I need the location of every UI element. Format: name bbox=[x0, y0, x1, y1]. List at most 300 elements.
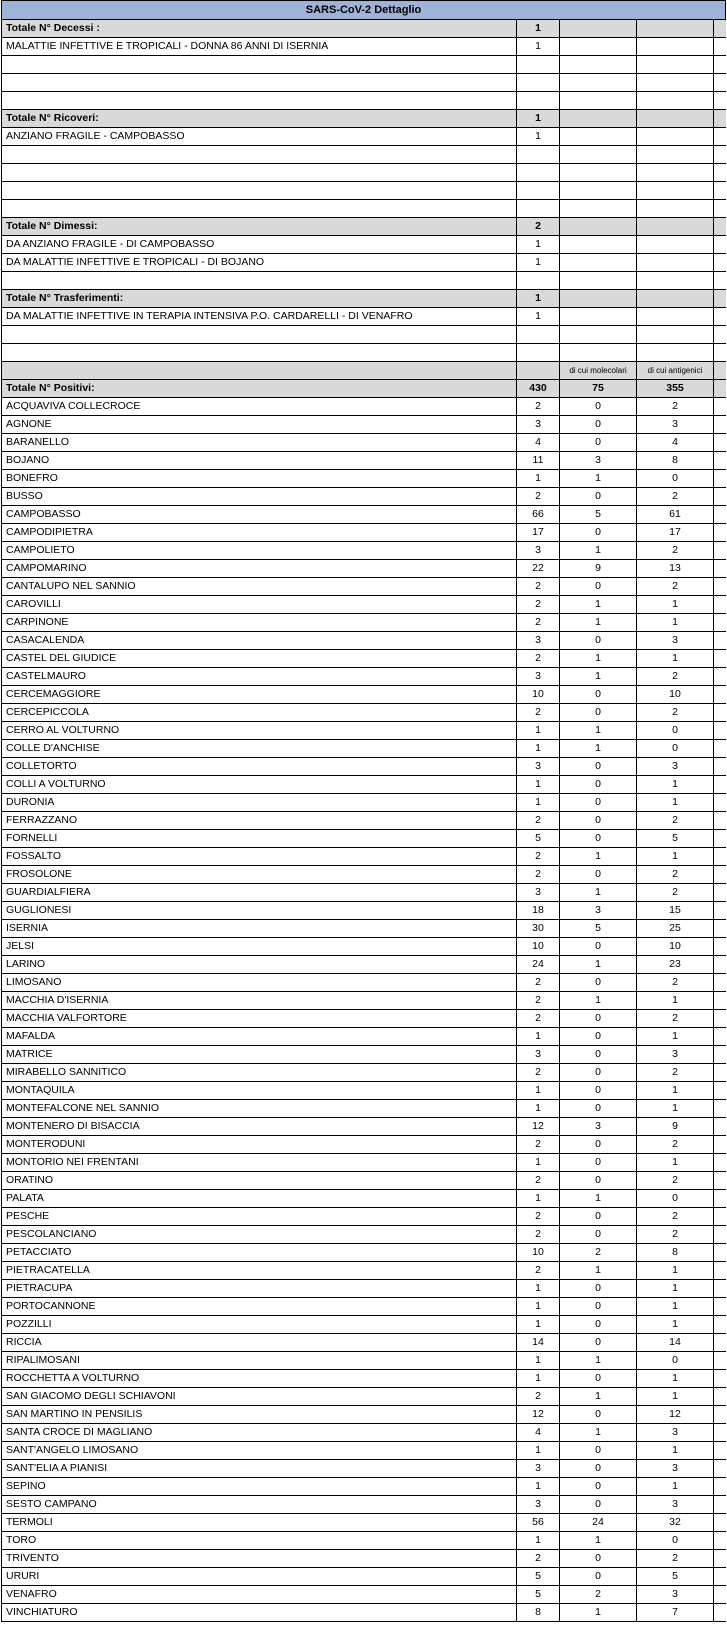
municipality-total: 1 bbox=[517, 1154, 560, 1172]
municipality-total: 10 bbox=[517, 686, 560, 704]
municipality-antigenici: 1 bbox=[637, 1100, 714, 1118]
empty-cell bbox=[714, 1262, 726, 1280]
municipality-antigenici: 7 bbox=[637, 1604, 714, 1622]
municipality-total: 2 bbox=[517, 650, 560, 668]
municipality-name: CAMPOLIETO bbox=[2, 542, 517, 560]
municipality-row bbox=[2, 1586, 726, 1604]
blank-cell bbox=[517, 326, 560, 344]
municipality-row bbox=[2, 1262, 726, 1280]
empty-cell bbox=[714, 1226, 726, 1244]
municipality-antigenici: 1 bbox=[637, 794, 714, 812]
blank-cell bbox=[517, 344, 560, 362]
municipality-total: 24 bbox=[517, 956, 560, 974]
municipality-name: MONTENERO DI BISACCIA bbox=[2, 1118, 517, 1136]
municipality-name: VINCHIATURO bbox=[2, 1604, 517, 1622]
municipality-name: MACCHIA D'ISERNIA bbox=[2, 992, 517, 1010]
municipality-row bbox=[2, 758, 726, 776]
empty-cell bbox=[714, 1298, 726, 1316]
municipality-total: 3 bbox=[517, 884, 560, 902]
empty-cell bbox=[714, 1010, 726, 1028]
empty-cell bbox=[637, 308, 714, 326]
municipality-total: 3 bbox=[517, 1496, 560, 1514]
blank-cell bbox=[714, 272, 726, 290]
municipality-molecolari: 1 bbox=[560, 596, 637, 614]
municipality-row bbox=[2, 1478, 726, 1496]
municipality-antigenici: 14 bbox=[637, 1334, 714, 1352]
ricoveri-header-row bbox=[2, 110, 726, 128]
municipality-antigenici: 3 bbox=[637, 1046, 714, 1064]
blank-cell bbox=[560, 56, 637, 74]
blank-cell bbox=[637, 74, 714, 92]
ricoveri-label: Totale N° Ricoveri: bbox=[2, 110, 517, 128]
blank-cell bbox=[560, 164, 637, 182]
municipality-row bbox=[2, 1100, 726, 1118]
municipality-total: 1 bbox=[517, 1478, 560, 1496]
empty-cell bbox=[714, 1280, 726, 1298]
municipality-antigenici: 1 bbox=[637, 596, 714, 614]
empty-cell bbox=[714, 1406, 726, 1424]
blank-cell bbox=[2, 200, 517, 218]
blank-cell bbox=[2, 326, 517, 344]
municipality-name: TRIVENTO bbox=[2, 1550, 517, 1568]
empty-cell bbox=[714, 884, 726, 902]
municipality-total: 5 bbox=[517, 1568, 560, 1586]
blank-row bbox=[2, 200, 726, 218]
municipality-name: MACCHIA VALFORTORE bbox=[2, 1010, 517, 1028]
municipality-row bbox=[2, 1172, 726, 1190]
municipality-antigenici: 2 bbox=[637, 974, 714, 992]
municipality-total: 3 bbox=[517, 1046, 560, 1064]
municipality-molecolari: 0 bbox=[560, 1208, 637, 1226]
blank-cell bbox=[637, 344, 714, 362]
empty-cell bbox=[560, 290, 637, 308]
municipality-antigenici: 2 bbox=[637, 1010, 714, 1028]
blank-cell bbox=[560, 272, 637, 290]
municipality-name: VENAFRO bbox=[2, 1586, 517, 1604]
ricoveri-total: 1 bbox=[517, 110, 560, 128]
municipality-name: URURI bbox=[2, 1568, 517, 1586]
municipality-molecolari: 0 bbox=[560, 830, 637, 848]
municipality-antigenici: 23 bbox=[637, 956, 714, 974]
empty-cell bbox=[714, 956, 726, 974]
municipality-molecolari: 0 bbox=[560, 1316, 637, 1334]
municipality-total: 1 bbox=[517, 470, 560, 488]
municipality-molecolari: 1 bbox=[560, 722, 637, 740]
municipality-total: 2 bbox=[517, 992, 560, 1010]
municipality-row bbox=[2, 506, 726, 524]
municipality-total: 1 bbox=[517, 1298, 560, 1316]
blank-cell bbox=[517, 164, 560, 182]
municipality-row bbox=[2, 668, 726, 686]
municipality-name: TORO bbox=[2, 1532, 517, 1550]
municipality-name: PETACCIATO bbox=[2, 1244, 517, 1262]
blank-row bbox=[2, 56, 726, 74]
empty-cell bbox=[714, 38, 726, 56]
municipality-molecolari: 0 bbox=[560, 1334, 637, 1352]
municipality-row bbox=[2, 1244, 726, 1262]
empty-cell bbox=[714, 452, 726, 470]
empty-cell bbox=[714, 1532, 726, 1550]
blank-cell bbox=[714, 92, 726, 110]
municipality-molecolari: 1 bbox=[560, 1424, 637, 1442]
municipality-antigenici: 8 bbox=[637, 452, 714, 470]
municipality-molecolari: 1 bbox=[560, 1190, 637, 1208]
municipality-name: SESTO CAMPANO bbox=[2, 1496, 517, 1514]
municipality-row bbox=[2, 1316, 726, 1334]
municipality-antigenici: 2 bbox=[637, 1208, 714, 1226]
empty-cell bbox=[714, 1154, 726, 1172]
empty-cell bbox=[714, 398, 726, 416]
municipality-row bbox=[2, 1406, 726, 1424]
municipality-antigenici: 2 bbox=[637, 1550, 714, 1568]
municipality-row bbox=[2, 524, 726, 542]
empty-cell bbox=[714, 1082, 726, 1100]
dimessi-item-row bbox=[2, 254, 726, 272]
blank-cell bbox=[637, 92, 714, 110]
ricoveri-item-name: ANZIANO FRAGILE - CAMPOBASSO bbox=[2, 128, 517, 146]
municipality-total: 2 bbox=[517, 1262, 560, 1280]
municipality-total: 3 bbox=[517, 668, 560, 686]
municipality-molecolari: 5 bbox=[560, 920, 637, 938]
empty-cell bbox=[714, 1460, 726, 1478]
municipality-antigenici: 3 bbox=[637, 1460, 714, 1478]
municipality-row bbox=[2, 1352, 726, 1370]
blank-row bbox=[2, 146, 726, 164]
municipality-row bbox=[2, 1154, 726, 1172]
municipality-row bbox=[2, 920, 726, 938]
municipality-molecolari: 0 bbox=[560, 1100, 637, 1118]
empty-cell bbox=[714, 758, 726, 776]
empty-cell bbox=[714, 110, 726, 128]
empty-cell bbox=[714, 1208, 726, 1226]
municipality-total: 1 bbox=[517, 1190, 560, 1208]
municipality-antigenici: 5 bbox=[637, 830, 714, 848]
municipality-antigenici: 3 bbox=[637, 416, 714, 434]
empty-cell bbox=[714, 362, 726, 380]
municipality-antigenici: 1 bbox=[637, 1388, 714, 1406]
blank-cell bbox=[560, 344, 637, 362]
blank-row bbox=[2, 272, 726, 290]
municipality-total: 1 bbox=[517, 1316, 560, 1334]
empty-cell bbox=[714, 1136, 726, 1154]
municipality-antigenici: 1 bbox=[637, 1478, 714, 1496]
municipality-name: PESCOLANCIANO bbox=[2, 1226, 517, 1244]
municipality-antigenici: 1 bbox=[637, 848, 714, 866]
detail-table-body bbox=[2, 1, 726, 1622]
municipality-antigenici: 2 bbox=[637, 488, 714, 506]
municipality-molecolari: 0 bbox=[560, 1496, 637, 1514]
blank-cell bbox=[637, 182, 714, 200]
municipality-name: FOSSALTO bbox=[2, 848, 517, 866]
empty-cell bbox=[637, 218, 714, 236]
municipality-row bbox=[2, 1010, 726, 1028]
title-row bbox=[2, 1, 726, 20]
municipality-molecolari: 0 bbox=[560, 866, 637, 884]
municipality-name: RICCIA bbox=[2, 1334, 517, 1352]
blank-cell bbox=[560, 326, 637, 344]
empty-cell bbox=[637, 254, 714, 272]
positivi-label: Totale N° Positivi: bbox=[2, 380, 517, 398]
municipality-molecolari: 3 bbox=[560, 1118, 637, 1136]
municipality-total: 3 bbox=[517, 1460, 560, 1478]
empty-cell bbox=[714, 1496, 726, 1514]
municipality-name: PALATA bbox=[2, 1190, 517, 1208]
blank-cell bbox=[560, 146, 637, 164]
municipality-total: 10 bbox=[517, 938, 560, 956]
municipality-antigenici: 32 bbox=[637, 1514, 714, 1532]
municipality-name: CARPINONE bbox=[2, 614, 517, 632]
municipality-antigenici: 8 bbox=[637, 1244, 714, 1262]
municipality-antigenici: 1 bbox=[637, 1154, 714, 1172]
empty-cell bbox=[714, 722, 726, 740]
municipality-antigenici: 2 bbox=[637, 1226, 714, 1244]
empty-cell bbox=[714, 470, 726, 488]
municipality-row bbox=[2, 794, 726, 812]
municipality-antigenici: 1 bbox=[637, 1280, 714, 1298]
municipality-total: 2 bbox=[517, 1010, 560, 1028]
municipality-name: LARINO bbox=[2, 956, 517, 974]
empty-cell bbox=[714, 902, 726, 920]
decessi-header-row bbox=[2, 20, 726, 38]
municipality-molecolari: 0 bbox=[560, 1550, 637, 1568]
municipality-name: CASTELMAURO bbox=[2, 668, 517, 686]
empty-cell bbox=[714, 128, 726, 146]
empty-cell bbox=[714, 542, 726, 560]
municipality-name: ISERNIA bbox=[2, 920, 517, 938]
municipality-antigenici: 1 bbox=[637, 1082, 714, 1100]
empty-cell bbox=[637, 128, 714, 146]
municipality-name: CAMPOBASSO bbox=[2, 506, 517, 524]
blank-cell bbox=[714, 326, 726, 344]
municipality-row bbox=[2, 1226, 726, 1244]
municipality-total: 3 bbox=[517, 542, 560, 560]
empty-cell bbox=[714, 704, 726, 722]
empty-cell bbox=[2, 362, 517, 380]
empty-cell bbox=[714, 1568, 726, 1586]
municipality-antigenici: 2 bbox=[637, 812, 714, 830]
municipality-name: CAMPOMARINO bbox=[2, 560, 517, 578]
municipality-antigenici: 2 bbox=[637, 542, 714, 560]
dimessi-item-row bbox=[2, 236, 726, 254]
municipality-row bbox=[2, 560, 726, 578]
municipality-row bbox=[2, 1370, 726, 1388]
municipality-total: 1 bbox=[517, 1442, 560, 1460]
municipality-row bbox=[2, 632, 726, 650]
empty-cell bbox=[560, 38, 637, 56]
decessi-item-name: MALATTIE INFETTIVE E TROPICALI - DONNA 86 ANNI DI ISERNIA bbox=[2, 38, 517, 56]
sheet-title: SARS-CoV-2 Dettaglio bbox=[2, 1, 726, 20]
positivi-total-molecolari: 75 bbox=[560, 380, 637, 398]
municipality-name: FORNELLI bbox=[2, 830, 517, 848]
municipality-total: 3 bbox=[517, 632, 560, 650]
empty-cell bbox=[714, 1478, 726, 1496]
municipality-row bbox=[2, 812, 726, 830]
municipality-antigenici: 3 bbox=[637, 1586, 714, 1604]
municipality-name: CAMPODIPIETRA bbox=[2, 524, 517, 542]
municipality-total: 2 bbox=[517, 866, 560, 884]
municipality-row bbox=[2, 1046, 726, 1064]
municipality-name: AGNONE bbox=[2, 416, 517, 434]
municipality-total: 1 bbox=[517, 1100, 560, 1118]
municipality-molecolari: 0 bbox=[560, 398, 637, 416]
empty-cell bbox=[560, 308, 637, 326]
municipality-molecolari: 3 bbox=[560, 452, 637, 470]
empty-cell bbox=[714, 1424, 726, 1442]
blank-cell bbox=[2, 164, 517, 182]
municipality-total: 2 bbox=[517, 578, 560, 596]
blank-cell bbox=[2, 146, 517, 164]
municipality-molecolari: 1 bbox=[560, 956, 637, 974]
municipality-antigenici: 1 bbox=[637, 1262, 714, 1280]
municipality-total: 12 bbox=[517, 1118, 560, 1136]
positivi-subheader-row bbox=[2, 362, 726, 380]
municipality-name: CASTEL DEL GIUDICE bbox=[2, 650, 517, 668]
municipality-name: SANT'ANGELO LIMOSANO bbox=[2, 1442, 517, 1460]
municipality-row bbox=[2, 1550, 726, 1568]
municipality-antigenici: 0 bbox=[637, 740, 714, 758]
empty-cell bbox=[714, 1352, 726, 1370]
municipality-molecolari: 0 bbox=[560, 1568, 637, 1586]
municipality-row bbox=[2, 1424, 726, 1442]
municipality-antigenici: 3 bbox=[637, 758, 714, 776]
empty-cell bbox=[714, 506, 726, 524]
municipality-total: 1 bbox=[517, 1028, 560, 1046]
municipality-name: CAROVILLI bbox=[2, 596, 517, 614]
municipality-row bbox=[2, 488, 726, 506]
municipality-total: 5 bbox=[517, 1586, 560, 1604]
municipality-antigenici: 2 bbox=[637, 578, 714, 596]
municipality-name: ACQUAVIVA COLLECROCE bbox=[2, 398, 517, 416]
municipality-molecolari: 1 bbox=[560, 650, 637, 668]
empty-cell bbox=[714, 848, 726, 866]
blank-row bbox=[2, 182, 726, 200]
trasferimenti-item-value: 1 bbox=[517, 308, 560, 326]
municipality-row bbox=[2, 1460, 726, 1478]
municipality-antigenici: 17 bbox=[637, 524, 714, 542]
municipality-name: RIPALIMOSANI bbox=[2, 1352, 517, 1370]
municipality-total: 2 bbox=[517, 1064, 560, 1082]
municipality-total: 4 bbox=[517, 434, 560, 452]
municipality-name: PIETRACUPA bbox=[2, 1280, 517, 1298]
empty-cell bbox=[714, 974, 726, 992]
municipality-antigenici: 1 bbox=[637, 1316, 714, 1334]
municipality-molecolari: 0 bbox=[560, 1226, 637, 1244]
municipality-row bbox=[2, 1082, 726, 1100]
empty-cell bbox=[714, 524, 726, 542]
empty-cell bbox=[637, 236, 714, 254]
municipality-antigenici: 10 bbox=[637, 686, 714, 704]
municipality-row bbox=[2, 992, 726, 1010]
empty-cell bbox=[714, 866, 726, 884]
municipality-total: 1 bbox=[517, 1082, 560, 1100]
municipality-row bbox=[2, 956, 726, 974]
municipality-antigenici: 1 bbox=[637, 1028, 714, 1046]
municipality-molecolari: 0 bbox=[560, 1478, 637, 1496]
ricoveri-item-value: 1 bbox=[517, 128, 560, 146]
blank-cell bbox=[2, 56, 517, 74]
municipality-molecolari: 0 bbox=[560, 1028, 637, 1046]
municipality-name: CASACALENDA bbox=[2, 632, 517, 650]
empty-cell bbox=[560, 110, 637, 128]
dimessi-label: Totale N° Dimessi: bbox=[2, 218, 517, 236]
municipality-row bbox=[2, 416, 726, 434]
municipality-row bbox=[2, 1568, 726, 1586]
municipality-molecolari: 1 bbox=[560, 1352, 637, 1370]
municipality-molecolari: 0 bbox=[560, 1460, 637, 1478]
municipality-name: MONTAQUILA bbox=[2, 1082, 517, 1100]
empty-cell bbox=[714, 488, 726, 506]
municipality-molecolari: 0 bbox=[560, 1172, 637, 1190]
municipality-total: 5 bbox=[517, 830, 560, 848]
municipality-total: 2 bbox=[517, 1172, 560, 1190]
municipality-name: MONTEFALCONE NEL SANNIO bbox=[2, 1100, 517, 1118]
municipality-row bbox=[2, 452, 726, 470]
municipality-name: COLLE D'ANCHISE bbox=[2, 740, 517, 758]
col-antigenici-header: di cui antigenici bbox=[637, 362, 714, 380]
municipality-row bbox=[2, 578, 726, 596]
empty-cell bbox=[714, 938, 726, 956]
empty-cell bbox=[714, 1100, 726, 1118]
municipality-molecolari: 0 bbox=[560, 1442, 637, 1460]
detail-table bbox=[1, 0, 726, 1622]
municipality-antigenici: 1 bbox=[637, 776, 714, 794]
empty-cell bbox=[714, 1028, 726, 1046]
municipality-name: MIRABELLO SANNITICO bbox=[2, 1064, 517, 1082]
decessi-item-value: 1 bbox=[517, 38, 560, 56]
municipality-molecolari: 1 bbox=[560, 470, 637, 488]
municipality-row bbox=[2, 1136, 726, 1154]
decessi-total: 1 bbox=[517, 20, 560, 38]
dimessi-item-name: DA MALATTIE INFETTIVE E TROPICALI - DI BOJANO bbox=[2, 254, 517, 272]
municipality-antigenici: 0 bbox=[637, 722, 714, 740]
blank-cell bbox=[517, 92, 560, 110]
municipality-total: 11 bbox=[517, 452, 560, 470]
municipality-row bbox=[2, 596, 726, 614]
empty-cell bbox=[714, 254, 726, 272]
municipality-total: 1 bbox=[517, 776, 560, 794]
municipality-total: 17 bbox=[517, 524, 560, 542]
municipality-row bbox=[2, 1334, 726, 1352]
municipality-molecolari: 0 bbox=[560, 578, 637, 596]
empty-cell bbox=[714, 308, 726, 326]
municipality-row bbox=[2, 470, 726, 488]
municipality-total: 2 bbox=[517, 488, 560, 506]
municipality-name: SAN MARTINO IN PENSILIS bbox=[2, 1406, 517, 1424]
municipality-antigenici: 1 bbox=[637, 992, 714, 1010]
empty-cell bbox=[714, 992, 726, 1010]
empty-cell bbox=[714, 218, 726, 236]
municipality-antigenici: 1 bbox=[637, 1370, 714, 1388]
municipality-antigenici: 12 bbox=[637, 1406, 714, 1424]
blank-row bbox=[2, 164, 726, 182]
municipality-row bbox=[2, 722, 726, 740]
dimessi-item-name: DA ANZIANO FRAGILE - DI CAMPOBASSO bbox=[2, 236, 517, 254]
municipality-total: 1 bbox=[517, 722, 560, 740]
municipality-total: 1 bbox=[517, 740, 560, 758]
trasferimenti-label: Totale N° Trasferimenti: bbox=[2, 290, 517, 308]
municipality-row bbox=[2, 1028, 726, 1046]
empty-cell bbox=[714, 236, 726, 254]
municipality-total: 2 bbox=[517, 398, 560, 416]
blank-cell bbox=[637, 326, 714, 344]
municipality-molecolari: 0 bbox=[560, 1010, 637, 1028]
blank-cell bbox=[714, 146, 726, 164]
municipality-name: COLLETORTO bbox=[2, 758, 517, 776]
municipality-molecolari: 2 bbox=[560, 1586, 637, 1604]
municipality-antigenici: 5 bbox=[637, 1568, 714, 1586]
municipality-antigenici: 2 bbox=[637, 398, 714, 416]
municipality-molecolari: 0 bbox=[560, 1280, 637, 1298]
